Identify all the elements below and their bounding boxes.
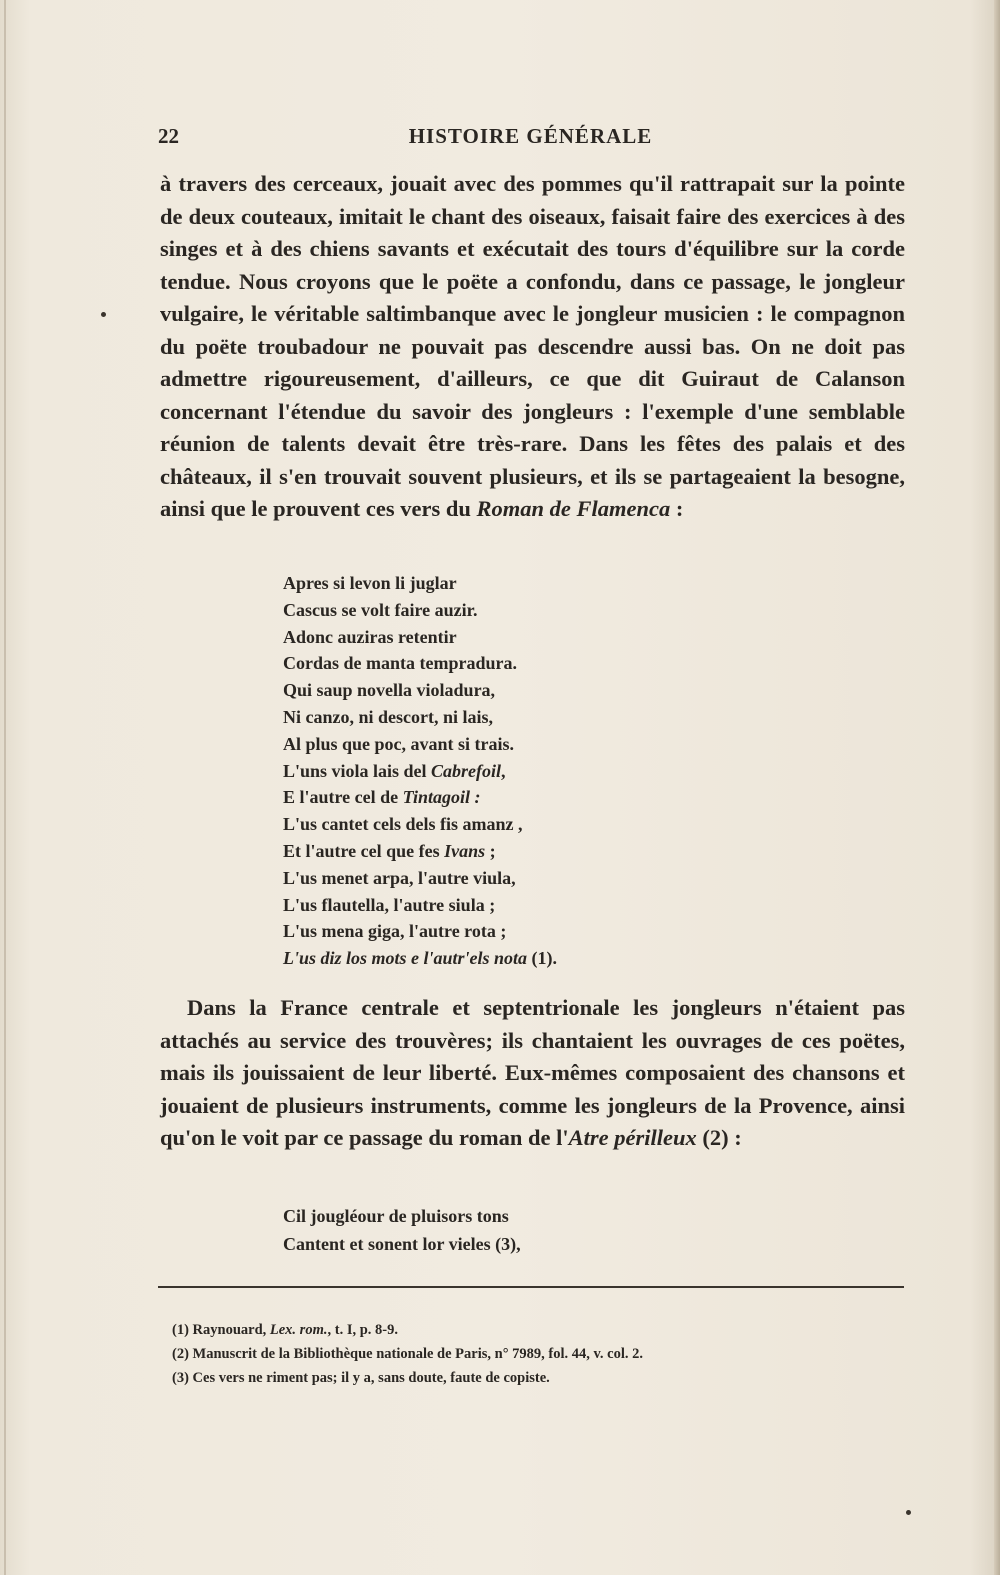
- margin-speck: [101, 312, 106, 317]
- verse-line: Qui saup novella violadura,: [283, 680, 496, 701]
- verse-line: [283, 945, 557, 972]
- verse-line: L'us menet arpa, l'autre viula,: [283, 867, 516, 888]
- verse-text: ,: [501, 760, 506, 781]
- verse-text: E l'autre cel de: [283, 787, 403, 808]
- verse-quotation-2: [283, 1202, 521, 1258]
- verse-line: Al plus que poc, avant si trais.: [283, 733, 515, 754]
- paragraph-2-body: Dans la France centrale et septentrionale les jongleurs n'étaient pas attachés au service des trouvères; ils chantaient les ouvrages de ces poëtes, mais ils jouissaient de leur liberté. Eux-mêmes composaient des chansons et jouaient de plusieurs instruments, comme les jongleurs de la Provence, ainsi qu'on le voit par ce passage du roman de l': [160, 995, 905, 1150]
- footnote-1: [172, 1318, 872, 1342]
- verse-text: L'uns viola lais del: [283, 760, 432, 781]
- verse-line: L'us mena giga, l'autre rota ;: [283, 921, 507, 942]
- footnote-2: (2) Manuscrit de la Bibliothèque nationale de Paris, n° 7989, fol. 44, v. col. 2.: [172, 1346, 644, 1362]
- verse-line: Cascus se volt faire auzir.: [283, 599, 478, 620]
- verse-text: ;: [485, 840, 496, 861]
- verse-line: Apres si levon li juglar: [283, 573, 457, 593]
- verse-italic: Ivans: [444, 840, 486, 861]
- verse-line: L'us cantet cels dels fis amanz ,: [283, 814, 523, 835]
- verse-line: Cordas de manta tempradura.: [283, 653, 517, 674]
- verse-italic: Cabrefoil: [431, 760, 502, 781]
- verse-line: Cantent et sonent lor vieles (3),: [283, 1234, 521, 1254]
- verse-line: Cil jougléour de pluisors tons: [283, 1206, 509, 1226]
- footnote-3: (3) Ces vers ne riment pas; il y a, sans doute, faute de copiste.: [172, 1370, 550, 1386]
- verse-italic: L'us diz los mots e l'autr'els nota: [283, 948, 528, 969]
- paragraph-1: [160, 168, 905, 526]
- paragraph-2: [160, 992, 905, 1155]
- work-title: Atre périlleux: [568, 1125, 697, 1150]
- paragraph-1-body: à travers des cerceaux, jouait avec des pommes qu'il rattrapait sur la pointe de deux couteaux, imitait le chant des oiseaux, faisait faire des exercices à des singes et à des chiens savants et exécutait des tours d'équilibre sur la corde tendue. Nous croyons que le poëte a confondu, dans ce passage, le jongleur vulgaire, le véritable saltimbanque avec le jongleur musicien : le compagnon du poëte troubadour ne pouvait pas descendre aussi bas. On ne doit pas admettre rigoureusement, d'ailleurs, ce que dit Guiraut de Calanson concernant l'étendue du savoir des jongleurs : l'exemple d'une semblable réunion de talents devait être très-rare. Dans les fêtes des palais et des châteaux, il s'en trouvait souvent plusieurs, et ils se partageaient la besogne, ainsi que le prouvent ces vers du: [160, 171, 905, 521]
- paragraph-1-text: [160, 168, 905, 526]
- footnote-rule: [158, 1286, 904, 1288]
- footnote-italic: Lex. rom.: [269, 1322, 328, 1338]
- work-title: Roman de Flamenca: [476, 496, 671, 521]
- verse-line: L'us flautella, l'autre siula ;: [283, 894, 496, 915]
- binding-edge: [4, 0, 6, 1575]
- footnote-ref: (1).: [527, 948, 558, 969]
- page-edge: [994, 0, 1000, 1575]
- verse-line: [283, 838, 557, 865]
- footnotes: [172, 1318, 872, 1390]
- page-number: 22: [158, 124, 179, 148]
- verse-quotation-1: [283, 570, 557, 972]
- paragraph-2-text: [160, 992, 905, 1155]
- paragraph-1-end: :: [670, 496, 684, 521]
- footnote-text: , t. I, p. 8-9.: [327, 1322, 398, 1338]
- running-head: [158, 124, 903, 154]
- paragraph-2-end: (2) :: [696, 1125, 742, 1150]
- running-title: HISTOIRE GÉNÉRALE: [408, 124, 653, 148]
- margin-speck: [906, 1510, 911, 1515]
- verse-line: [283, 758, 557, 785]
- verse-italic: Tintagoil :: [402, 787, 481, 808]
- verse-text: Et l'autre cel que fes: [283, 840, 445, 861]
- verse-line: Ni canzo, ni descort, ni lais,: [283, 706, 493, 727]
- verse-line: [283, 784, 557, 811]
- footnote-text: (1) Raynouard,: [172, 1322, 270, 1338]
- verse-line: Adonc auziras retentir: [283, 626, 457, 647]
